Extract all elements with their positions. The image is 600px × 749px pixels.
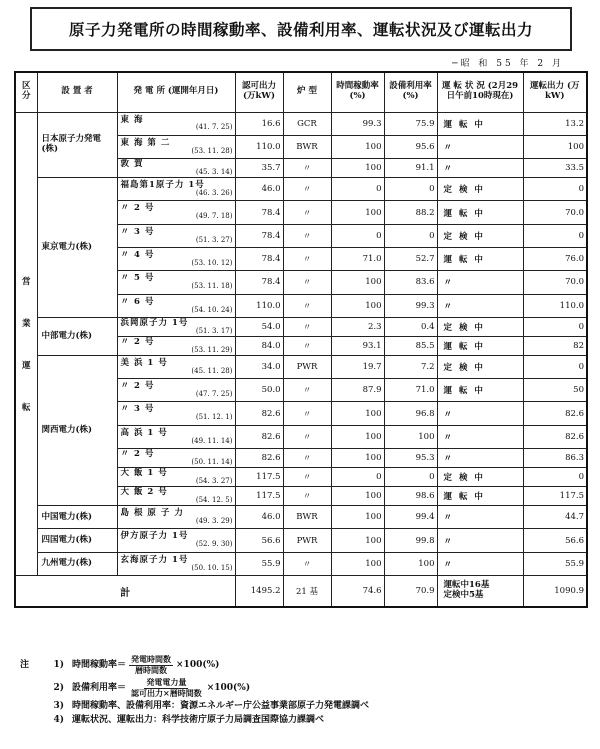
status-cell: 運 転 中	[437, 336, 523, 355]
capacity-cell: 46.0	[235, 506, 283, 529]
capacity-factor-cell: 100	[384, 552, 437, 575]
time-rate-cell: 0	[331, 468, 384, 487]
plant-name: 〃 3 号	[120, 226, 155, 237]
capacity-factor-cell: 0	[384, 224, 437, 247]
capacity-cell: 82.6	[235, 402, 283, 425]
reactor-type-cell: GCR	[283, 112, 331, 135]
plant-start-date: (52. 9. 30)	[195, 540, 233, 549]
plant-cell	[117, 112, 235, 135]
output-cell: 110.0	[523, 294, 587, 317]
time-rate-cell: 99.3	[331, 112, 384, 135]
header-output: 運転出力 (万kW)	[523, 72, 587, 112]
capacity-cell: 117.5	[235, 468, 283, 487]
document-title-box	[30, 7, 572, 51]
time-rate-cell: 0	[331, 178, 384, 201]
output-cell: 70.0	[523, 201, 587, 224]
time-rate-cell: 100	[331, 425, 384, 448]
capacity-factor-cell: 95.6	[384, 135, 437, 158]
output-cell: 0	[523, 355, 587, 378]
note-3-number: 3)	[53, 701, 64, 712]
capacity-factor-cell: 98.6	[384, 487, 437, 506]
plant-name: 〃 2 号	[120, 203, 155, 214]
total-status	[437, 575, 523, 607]
plant-name: 大 飯 2 号	[120, 486, 168, 497]
note-2-number: 2)	[53, 682, 64, 693]
output-cell: 82	[523, 336, 587, 355]
status-cell: 定 検 中	[437, 468, 523, 487]
plant-name: 玄海原子力 1号	[120, 554, 189, 565]
notes-section	[20, 655, 369, 729]
plant-start-date: (50. 10. 15)	[191, 563, 233, 572]
output-cell: 82.6	[523, 402, 587, 425]
time-rate-cell: 100	[331, 506, 384, 529]
reactor-type-cell: 〃	[283, 379, 331, 402]
plant-cell	[117, 402, 235, 425]
operator-cell: 東京電力(株)	[37, 178, 117, 318]
operator-cell: 九州電力(株)	[37, 552, 117, 575]
time-rate-cell: 100	[331, 487, 384, 506]
capacity-factor-cell: 99.3	[384, 294, 437, 317]
capacity-factor-cell: 52.7	[384, 247, 437, 270]
time-rate-cell: 100	[331, 135, 384, 158]
reactor-type-cell: 〃	[283, 425, 331, 448]
plant-cell	[117, 425, 235, 448]
status-cell: 定 検 中	[437, 224, 523, 247]
capacity-factor-cell: 99.8	[384, 529, 437, 552]
plant-name: 美 浜 1 号	[120, 357, 168, 368]
note-1-denominator: 暦時間数	[135, 664, 168, 675]
table-row	[15, 529, 587, 552]
capacity-cell: 35.7	[235, 159, 283, 178]
reactor-type-cell: 〃	[283, 487, 331, 506]
category-char: 営	[21, 276, 31, 287]
plant-start-date: (46. 3. 26)	[195, 189, 233, 198]
capacity-cell: 84.0	[235, 336, 283, 355]
capacity-factor-cell: 0.4	[384, 317, 437, 336]
time-rate-cell: 100	[331, 201, 384, 224]
total-capacity: 1495.2	[235, 575, 283, 607]
note-1-fraction	[129, 655, 173, 675]
note-4	[20, 715, 369, 726]
time-rate-cell: 100	[331, 552, 384, 575]
plant-start-date: (45. 3. 14)	[195, 167, 233, 176]
note-4-text: 運転状況、運転出力：科学技術庁原子力局調査国際協力課調べ	[72, 715, 325, 726]
notes-label: 注	[20, 659, 30, 670]
operator-cell: 中部電力(株)	[37, 317, 117, 355]
reactor-type-cell: 〃	[283, 468, 331, 487]
plant-start-date: (47. 7. 25)	[195, 390, 233, 399]
plant-start-date: (49. 3. 29)	[195, 517, 233, 525]
category-char: 運	[21, 360, 31, 371]
capacity-factor-cell: 0	[384, 178, 437, 201]
capacity-factor-cell: 96.8	[384, 402, 437, 425]
time-rate-cell: 100	[331, 294, 384, 317]
category-cell	[15, 112, 37, 575]
plant-name: 高 浜 1 号	[120, 427, 168, 438]
plant-cell	[117, 159, 235, 178]
table-row	[15, 552, 587, 575]
time-rate-cell: 100	[331, 159, 384, 178]
status-cell: 定 検 中	[437, 317, 523, 336]
plant-name: 〃 4 号	[120, 250, 155, 260]
status-cell: 運 転 中	[437, 112, 523, 135]
note-2-suffix: ×100(%)	[206, 682, 251, 693]
operator-cell: 四国電力(株)	[37, 529, 117, 552]
operator-cell: 関西電力(株)	[37, 355, 117, 505]
capacity-factor-cell: 71.0	[384, 379, 437, 402]
plant-start-date: (54. 10. 24)	[191, 305, 233, 314]
capacity-factor-cell: 75.9	[384, 112, 437, 135]
category-char: 業	[21, 318, 31, 329]
header-capacity: 認可出力 (万kW)	[235, 72, 283, 112]
reactor-type-cell: 〃	[283, 201, 331, 224]
plant-start-date: (53. 11. 29)	[191, 345, 233, 354]
table-body	[15, 112, 587, 607]
table-row	[15, 506, 587, 529]
time-rate-cell: 93.1	[331, 336, 384, 355]
report-date: ─昭 和 55 年 2 月	[452, 59, 564, 69]
status-cell: 〃	[437, 529, 523, 552]
note-1	[20, 655, 369, 675]
plant-name: 東 海	[120, 114, 144, 125]
plant-start-date: (49. 7. 18)	[195, 212, 233, 221]
reactor-type-cell: 〃	[283, 294, 331, 317]
capacity-cell: 55.9	[235, 552, 283, 575]
header-status: 運 転 状 況 (2月29日午前10時現在)	[437, 72, 523, 112]
status-cell: 〃	[437, 449, 523, 468]
table-row	[15, 178, 587, 201]
plant-name: 〃 6 号	[120, 296, 155, 307]
header-operator: 設 置 者	[37, 72, 117, 112]
output-cell: 0	[523, 224, 587, 247]
plant-cell	[117, 449, 235, 468]
note-2-numerator: 発電電力量	[146, 677, 187, 688]
total-time-rate: 74.6	[331, 575, 384, 607]
output-cell: 13.2	[523, 112, 587, 135]
plant-name: 島 根 原 子 力	[120, 508, 184, 519]
capacity-cell: 110.0	[235, 294, 283, 317]
capacity-cell: 50.0	[235, 379, 283, 402]
plant-start-date: (45. 11. 28)	[191, 366, 233, 375]
capacity-cell: 82.6	[235, 449, 283, 468]
status-cell: 定 検 中	[437, 178, 523, 201]
capacity-cell: 34.0	[235, 355, 283, 378]
plant-cell	[117, 487, 235, 506]
plant-name: 〃 3 号	[120, 404, 155, 415]
plant-start-date: (54. 12. 5)	[195, 495, 233, 504]
output-cell: 0	[523, 317, 587, 336]
plant-cell	[117, 355, 235, 378]
plant-name: 東 海 第 二	[120, 137, 171, 148]
plant-start-date: (54. 3. 27)	[195, 476, 233, 485]
output-cell: 86.3	[523, 449, 587, 468]
output-cell: 117.5	[523, 487, 587, 506]
time-rate-cell: 100	[331, 449, 384, 468]
plant-cell	[117, 552, 235, 575]
output-cell: 55.9	[523, 552, 587, 575]
reactor-type-cell: 〃	[283, 317, 331, 336]
plant-start-date: (53. 10. 12)	[191, 258, 233, 267]
reactor-type-cell: PWR	[283, 529, 331, 552]
capacity-cell: 16.6	[235, 112, 283, 135]
table-row	[15, 317, 587, 336]
time-rate-cell: 71.0	[331, 247, 384, 270]
capacity-factor-cell: 85.5	[384, 336, 437, 355]
capacity-cell: 82.6	[235, 425, 283, 448]
category-char: 転	[21, 402, 31, 413]
reactor-type-cell: 〃	[283, 271, 331, 294]
total-capacity-factor: 70.9	[384, 575, 437, 607]
plant-name: 大 飯 1 号	[120, 467, 168, 478]
reactor-type-cell: 〃	[283, 224, 331, 247]
capacity-cell: 54.0	[235, 317, 283, 336]
note-1-numerator: 発電時間数	[131, 654, 172, 664]
output-cell: 70.0	[523, 271, 587, 294]
status-cell: 〃	[437, 159, 523, 178]
reactor-type-cell: 〃	[283, 178, 331, 201]
plant-cell	[117, 468, 235, 487]
note-2-denominator: 認可出力×暦時間数	[131, 687, 202, 698]
plant-start-date: (53. 11. 18)	[191, 282, 233, 291]
total-status-inspection: 定検中5基	[443, 590, 484, 601]
status-cell: 運 転 中	[437, 487, 523, 506]
capacity-cell: 117.5	[235, 487, 283, 506]
plant-start-date: (51. 3. 27)	[195, 235, 233, 244]
capacity-cell: 110.0	[235, 135, 283, 158]
reactor-type-cell: PWR	[283, 355, 331, 378]
note-3-text: 時間稼動率、設備利用率：資源エネルギー庁公益事業部原子力発電課調べ	[72, 701, 370, 712]
note-2-fraction	[129, 678, 204, 698]
reactor-type-cell: 〃	[283, 247, 331, 270]
total-row	[15, 575, 587, 607]
capacity-factor-cell: 83.6	[384, 271, 437, 294]
time-rate-cell: 100	[331, 271, 384, 294]
total-status-running: 運転中16基	[443, 580, 490, 591]
output-cell: 50	[523, 379, 587, 402]
header-capacity-factor: 設備利用率 (%)	[384, 72, 437, 112]
plant-name: 伊方原子力 1号	[120, 531, 189, 542]
plant-cell	[117, 317, 235, 336]
status-cell: 運 転 中	[437, 201, 523, 224]
plant-cell	[117, 529, 235, 552]
capacity-factor-cell: 100	[384, 425, 437, 448]
note-1-number: 1)	[53, 659, 64, 670]
plant-start-date: (51. 3. 17)	[195, 326, 233, 335]
capacity-cell: 78.4	[235, 201, 283, 224]
capacity-factor-cell: 88.2	[384, 201, 437, 224]
plant-cell	[117, 201, 235, 224]
output-cell: 56.6	[523, 529, 587, 552]
note-2	[20, 678, 369, 698]
total-output: 1090.9	[523, 575, 587, 607]
note-4-number: 4)	[53, 715, 64, 726]
time-rate-cell: 19.7	[331, 355, 384, 378]
table-row	[15, 355, 587, 378]
note-3	[20, 701, 369, 712]
plant-cell	[117, 336, 235, 355]
header-plant: 発 電 所 (運開年月日)	[117, 72, 235, 112]
operator-cell: 日本原子力発電(株)	[37, 112, 117, 178]
status-cell: 運 転 中	[437, 379, 523, 402]
plant-name: 〃 2 号	[120, 448, 155, 459]
time-rate-cell: 87.9	[331, 379, 384, 402]
plant-name: 〃 2 号	[120, 381, 155, 392]
status-cell: 〃	[437, 135, 523, 158]
capacity-factor-cell: 0	[384, 468, 437, 487]
status-cell: 〃	[437, 294, 523, 317]
output-cell: 0	[523, 178, 587, 201]
total-reactor-count: 21 基	[283, 575, 331, 607]
note-2-text: 設備利用率＝	[72, 682, 127, 693]
status-cell: 〃	[437, 271, 523, 294]
output-cell: 82.6	[523, 425, 587, 448]
plant-name: 〃 5 号	[120, 273, 155, 284]
plant-start-date: (53. 11. 28)	[191, 146, 233, 155]
header-row	[15, 72, 587, 112]
output-cell: 100	[523, 135, 587, 158]
plant-cell	[117, 224, 235, 247]
status-cell: 〃	[437, 506, 523, 529]
time-rate-cell: 100	[331, 402, 384, 425]
status-cell: 〃	[437, 552, 523, 575]
total-label: 計	[15, 575, 235, 607]
header-time-rate: 時間稼動率 (%)	[331, 72, 384, 112]
capacity-cell: 78.4	[235, 224, 283, 247]
time-rate-cell: 100	[331, 529, 384, 552]
plant-start-date: (50. 11. 14)	[191, 457, 233, 466]
plant-cell	[117, 178, 235, 201]
plant-cell	[117, 271, 235, 294]
capacity-factor-cell: 91.1	[384, 159, 437, 178]
capacity-cell: 78.4	[235, 271, 283, 294]
document-title: 原子力発電所の時間稼動率、設備利用率、運転状況及び運転出力	[68, 20, 533, 39]
reactor-type-cell: 〃	[283, 336, 331, 355]
plant-cell	[117, 247, 235, 270]
status-cell: 〃	[437, 425, 523, 448]
plant-name: 敦 賀	[120, 158, 144, 169]
plant-name: 福島第1原子力 1号	[120, 180, 205, 191]
plant-name: 〃 2 号	[120, 336, 155, 347]
reactor-type-cell: 〃	[283, 552, 331, 575]
plant-cell	[117, 294, 235, 317]
output-cell: 0	[523, 468, 587, 487]
capacity-factor-cell: 95.3	[384, 449, 437, 468]
status-cell: 〃	[437, 402, 523, 425]
time-rate-cell: 2.3	[331, 317, 384, 336]
capacity-cell: 78.4	[235, 247, 283, 270]
capacity-factor-cell: 99.4	[384, 506, 437, 529]
reactor-type-cell: 〃	[283, 159, 331, 178]
note-1-suffix: ×100(%)	[176, 659, 220, 670]
header-reactor: 炉 型	[283, 72, 331, 112]
capacity-cell: 46.0	[235, 178, 283, 201]
plant-cell	[117, 135, 235, 158]
plant-cell	[117, 506, 235, 529]
status-cell: 定 検 中	[437, 355, 523, 378]
plant-name: 浜岡原子力 1号	[120, 317, 189, 328]
table-row	[15, 112, 587, 135]
plant-start-date: (49. 11. 14)	[191, 436, 233, 445]
plant-start-date: (41. 7. 25)	[195, 123, 233, 132]
capacity-cell: 56.6	[235, 529, 283, 552]
reactor-type-cell: BWR	[283, 506, 331, 529]
operation-table	[14, 71, 588, 608]
time-rate-cell: 0	[331, 224, 384, 247]
reactor-type-cell: 〃	[283, 449, 331, 468]
capacity-factor-cell: 7.2	[384, 355, 437, 378]
plant-cell	[117, 379, 235, 402]
output-cell: 76.0	[523, 247, 587, 270]
operator-cell: 中国電力(株)	[37, 506, 117, 529]
note-1-text: 時間稼動率＝	[72, 659, 127, 670]
plant-start-date: (51. 12. 1)	[195, 413, 233, 422]
output-cell: 44.7	[523, 506, 587, 529]
reactor-type-cell: 〃	[283, 402, 331, 425]
header-category: 区分	[15, 72, 37, 112]
output-cell: 33.5	[523, 159, 587, 178]
reactor-type-cell: BWR	[283, 135, 331, 158]
status-cell: 運 転 中	[437, 247, 523, 270]
